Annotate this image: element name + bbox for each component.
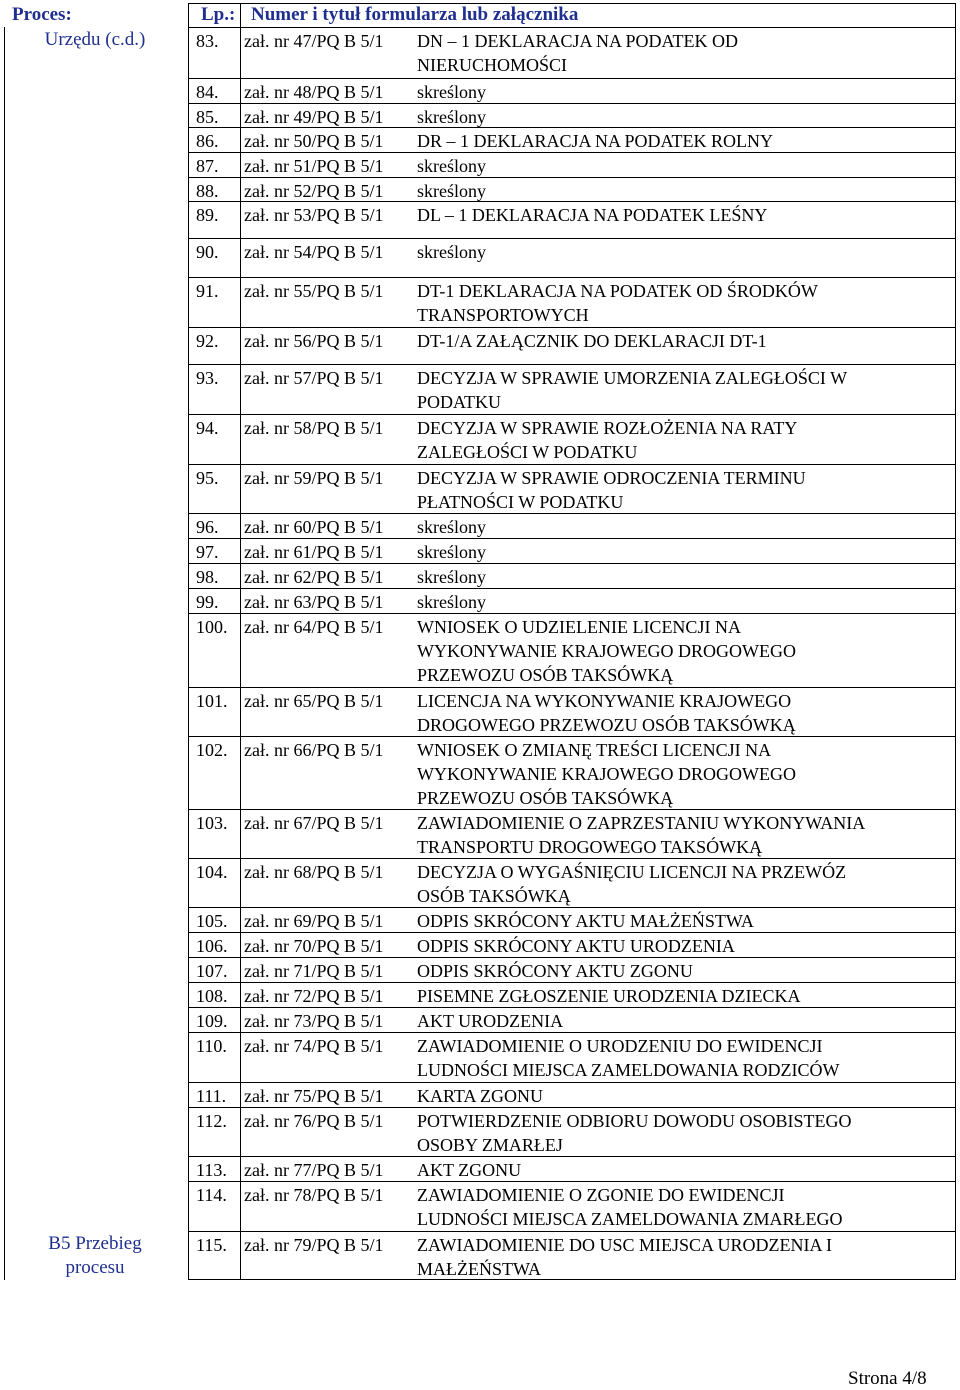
- header-lp: Lp.:: [201, 4, 236, 25]
- attachment-number: zał. nr 71/PQ B 5/1: [244, 961, 384, 981]
- attachment-title-line: DECYZJA W SPRAWIE ODROCZENIA TERMINU: [417, 468, 806, 488]
- row-number: 101.: [196, 691, 228, 711]
- attachment-title-line: LICENCJA NA WYKONYWANIE KRAJOWEGO: [417, 691, 792, 711]
- attachment-title: [417, 811, 947, 859]
- row-divider: [188, 957, 956, 958]
- row-divider: [188, 809, 956, 810]
- attachment-title-line: ZALEGŁOŚCI W PODATKU: [417, 442, 638, 462]
- attachment-number: zał. nr 62/PQ B 5/1: [244, 567, 384, 587]
- attachment-number: zał. nr 77/PQ B 5/1: [244, 1160, 384, 1180]
- attachment-title-line: KARTA ZGONU: [417, 1086, 543, 1106]
- row-divider: [188, 613, 956, 614]
- attachment-title: [417, 105, 947, 129]
- attachment-number: zał. nr 50/PQ B 5/1: [244, 131, 384, 151]
- attachment-number: zał. nr 75/PQ B 5/1: [244, 1086, 384, 1106]
- attachment-title-line: DECYZJA W SPRAWIE ROZŁOŻENIA NA RATY: [417, 418, 798, 438]
- attachment-title: [417, 689, 947, 737]
- row-divider: [188, 907, 956, 908]
- attachment-title-line: OSÓB TAKSÓWKĄ: [417, 886, 571, 906]
- row-divider: [188, 563, 956, 564]
- attachment-title-line: skreślony: [417, 156, 486, 176]
- attachment-title-line: TRANSPORTOWYCH: [417, 305, 589, 325]
- attachment-number: zał. nr 57/PQ B 5/1: [244, 368, 384, 388]
- row-number: 109.: [196, 1011, 228, 1031]
- row-number: 86.: [196, 131, 219, 151]
- attachment-number: zał. nr 78/PQ B 5/1: [244, 1185, 384, 1205]
- attachment-title: [417, 515, 947, 539]
- attachment-title: [417, 909, 947, 933]
- attachment-title: [417, 1158, 947, 1182]
- attachment-title-line: DN – 1 DEKLARACJA NA PODATEK OD: [417, 31, 739, 51]
- attachment-number: zał. nr 60/PQ B 5/1: [244, 517, 384, 537]
- attachment-title-line: WYKONYWANIE KRAJOWEGO DROGOWEGO: [417, 764, 796, 784]
- row-number: 104.: [196, 862, 228, 882]
- attachment-title: [417, 860, 947, 908]
- attachment-title-line: AKT ZGONU: [417, 1160, 522, 1180]
- attachment-title-line: NIERUCHOMOŚCI: [417, 55, 568, 75]
- row-divider: [188, 327, 956, 328]
- attachment-title-line: DR – 1 DEKLARACJA NA PODATEK ROLNY: [417, 131, 774, 151]
- attachment-title: [417, 129, 947, 153]
- row-divider: [188, 152, 956, 153]
- attachment-number: zał. nr 65/PQ B 5/1: [244, 691, 384, 711]
- attachment-title: [417, 203, 947, 227]
- row-divider: [188, 78, 956, 79]
- row-number: 97.: [196, 542, 219, 562]
- attachment-title-line: ZAWIADOMIENIE O ZGONIE DO EWIDENCJI: [417, 1185, 785, 1205]
- row-number: 111.: [196, 1086, 227, 1106]
- attachment-title-line: skreślony: [417, 542, 486, 562]
- attachment-title-line: PŁATNOŚCI W PODATKU: [417, 492, 624, 512]
- row-number: 103.: [196, 813, 228, 833]
- attachment-number: zał. nr 54/PQ B 5/1: [244, 242, 384, 262]
- attachment-title-line: ZAWIADOMIENIE O ZAPRZESTANIU WYKONYWANIA: [417, 813, 866, 833]
- row-number: 105.: [196, 911, 228, 931]
- attachment-title-line: WNIOSEK O UDZIELENIE LICENCJI NA: [417, 617, 741, 637]
- left-column-top-text: Urzędu (c.d.): [44, 29, 146, 50]
- attachment-number: zał. nr 72/PQ B 5/1: [244, 986, 384, 1006]
- row-number: 89.: [196, 205, 219, 225]
- attachment-title: [417, 466, 947, 514]
- row-number: 92.: [196, 331, 219, 351]
- row-divider: [188, 1107, 956, 1108]
- header-proces: Proces:: [12, 4, 72, 25]
- row-divider: [188, 736, 956, 737]
- row-divider: [188, 464, 956, 465]
- attachment-title: [417, 738, 947, 810]
- row-number: 95.: [196, 468, 219, 488]
- attachment-title-line: skreślony: [417, 181, 486, 201]
- attachment-number: zał. nr 63/PQ B 5/1: [244, 592, 384, 612]
- row-divider: [188, 277, 956, 278]
- row-divider: [188, 177, 956, 178]
- attachment-number: zał. nr 49/PQ B 5/1: [244, 107, 384, 127]
- attachment-number: zał. nr 79/PQ B 5/1: [244, 1235, 384, 1255]
- row-divider: [188, 687, 956, 688]
- row-divider: [188, 1007, 956, 1008]
- row-number: 108.: [196, 986, 228, 1006]
- row-divider: [188, 103, 956, 104]
- row-divider: [188, 238, 956, 239]
- attachment-number: zał. nr 74/PQ B 5/1: [244, 1036, 384, 1056]
- attachment-number: zał. nr 48/PQ B 5/1: [244, 82, 384, 102]
- attachment-title-line: PRZEWOZU OSÓB TAKSÓWKĄ: [417, 788, 674, 808]
- attachment-title-line: ODPIS SKRÓCONY AKTU MAŁŻEŃSTWA: [417, 911, 754, 931]
- attachment-title: [417, 1233, 947, 1281]
- attachment-title-line: PISEMNE ZGŁOSZENIE URODZENIA DZIECKA: [417, 986, 801, 1006]
- attachment-title-line: DECYZJA W SPRAWIE UMORZENIA ZALEGŁOŚCI W: [417, 368, 848, 388]
- row-number: 98.: [196, 567, 219, 587]
- attachment-title-line: DECYZJA O WYGAŚNIĘCIU LICENCJI NA PRZEWÓZ: [417, 862, 847, 882]
- row-divider: [188, 414, 956, 415]
- attachment-number: zał. nr 59/PQ B 5/1: [244, 468, 384, 488]
- row-number: 113.: [196, 1160, 227, 1180]
- row-divider: [188, 538, 956, 539]
- attachment-number: zał. nr 58/PQ B 5/1: [244, 418, 384, 438]
- row-number: 87.: [196, 156, 219, 176]
- attachment-title-line: skreślony: [417, 107, 486, 127]
- row-divider: [188, 1181, 956, 1182]
- attachment-title-line: ODPIS SKRÓCONY AKTU ZGONU: [417, 961, 693, 981]
- attachment-title-line: OSOBY ZMARŁEJ: [417, 1135, 563, 1155]
- row-number: 112.: [196, 1111, 227, 1131]
- attachment-title-line: POTWIERDZENIE ODBIORU DOWODU OSOBISTEGO: [417, 1111, 852, 1131]
- row-divider: [188, 1082, 956, 1083]
- row-divider: [188, 932, 956, 933]
- attachment-title-line: WNIOSEK O ZMIANĘ TREŚCI LICENCJI NA: [417, 740, 772, 760]
- header-divider: [188, 27, 956, 28]
- attachment-number: zał. nr 68/PQ B 5/1: [244, 862, 384, 882]
- row-number: 94.: [196, 418, 219, 438]
- left-column-bottom-text: [5, 1232, 185, 1280]
- attachment-title: [417, 179, 947, 203]
- attachment-title: [417, 540, 947, 564]
- attachment-title: [417, 1084, 947, 1108]
- row-number: 88.: [196, 181, 219, 201]
- attachment-title: [417, 29, 947, 77]
- attachment-title-line: WYKONYWANIE KRAJOWEGO DROGOWEGO: [417, 641, 796, 661]
- attachment-number: zał. nr 56/PQ B 5/1: [244, 331, 384, 351]
- page-number: Strona 4/8: [848, 1368, 927, 1389]
- attachment-number: zał. nr 61/PQ B 5/1: [244, 542, 384, 562]
- attachment-title-line: skreślony: [417, 567, 486, 587]
- row-number: 114.: [196, 1185, 227, 1205]
- row-number: 100.: [196, 617, 228, 637]
- row-number: 107.: [196, 961, 228, 981]
- attachment-title: [417, 154, 947, 178]
- attachment-title-line: LUDNOŚCI MIEJSCA ZAMELDOWANIA ZMARŁEGO: [417, 1209, 843, 1229]
- row-divider: [188, 364, 956, 365]
- attachment-title: [417, 80, 947, 104]
- attachment-title-line: DL – 1 DEKLARACJA NA PODATEK LEŚNY: [417, 205, 768, 225]
- left-bottom-line1: B5 Przebieg: [48, 1233, 142, 1254]
- row-number: 106.: [196, 936, 228, 956]
- row-number: 84.: [196, 82, 219, 102]
- row-divider: [188, 513, 956, 514]
- row-number: 102.: [196, 740, 228, 760]
- attachment-title-line: MAŁŻEŃSTWA: [417, 1259, 541, 1279]
- attachment-number: zał. nr 76/PQ B 5/1: [244, 1111, 384, 1131]
- attachment-number: zał. nr 51/PQ B 5/1: [244, 156, 384, 176]
- attachment-number: zał. nr 64/PQ B 5/1: [244, 617, 384, 637]
- attachment-number: zał. nr 73/PQ B 5/1: [244, 1011, 384, 1031]
- attachment-number: zał. nr 47/PQ B 5/1: [244, 31, 384, 51]
- attachment-title-line: PRZEWOZU OSÓB TAKSÓWKĄ: [417, 665, 674, 685]
- attachment-title: [417, 1034, 947, 1082]
- row-number: 91.: [196, 281, 219, 301]
- row-divider: [188, 127, 956, 128]
- attachment-title: [417, 279, 947, 327]
- column-divider: [240, 3, 241, 1280]
- attachment-title-line: PODATKU: [417, 392, 502, 412]
- attachment-title: [417, 366, 947, 414]
- row-number: 96.: [196, 517, 219, 537]
- attachment-title-line: skreślony: [417, 82, 486, 102]
- attachment-title-line: skreślony: [417, 517, 486, 537]
- attachment-number: zał. nr 70/PQ B 5/1: [244, 936, 384, 956]
- attachment-title: [417, 590, 947, 614]
- row-divider: [188, 1032, 956, 1033]
- attachment-title-line: ZAWIADOMIENIE DO USC MIEJSCA URODZENIA I: [417, 1235, 833, 1255]
- attachment-title-line: DT-1/A ZAŁĄCZNIK DO DEKLARACJI DT-1: [417, 331, 767, 351]
- attachment-title: [417, 565, 947, 589]
- row-number: 90.: [196, 242, 219, 262]
- attachment-number: zał. nr 52/PQ B 5/1: [244, 181, 384, 201]
- row-divider: [188, 1156, 956, 1157]
- attachment-title-line: DROGOWEGO PRZEWOZU OSÓB TAKSÓWKĄ: [417, 715, 796, 735]
- attachment-title: [417, 934, 947, 958]
- attachment-title-line: LUDNOŚCI MIEJSCA ZAMELDOWANIA RODZICÓW: [417, 1060, 840, 1080]
- row-divider: [188, 201, 956, 202]
- attachment-title-line: ZAWIADOMIENIE O URODZENIU DO EWIDENCJI: [417, 1036, 823, 1056]
- row-divider: [188, 1231, 956, 1232]
- attachment-title-line: ODPIS SKRÓCONY AKTU URODZENIA: [417, 936, 735, 956]
- attachment-number: zał. nr 53/PQ B 5/1: [244, 205, 384, 225]
- left-column: [4, 27, 185, 1280]
- attachment-number: zał. nr 67/PQ B 5/1: [244, 813, 384, 833]
- row-number: 99.: [196, 592, 219, 612]
- attachment-number: zał. nr 69/PQ B 5/1: [244, 911, 384, 931]
- attachment-title: [417, 1183, 947, 1231]
- attachment-title: [417, 959, 947, 983]
- row-number: 93.: [196, 368, 219, 388]
- attachment-title: [417, 240, 947, 264]
- attachment-number: zał. nr 55/PQ B 5/1: [244, 281, 384, 301]
- attachment-title-line: skreślony: [417, 592, 486, 612]
- attachment-title-line: skreślony: [417, 242, 486, 262]
- row-divider: [188, 982, 956, 983]
- attachment-title: [417, 615, 947, 687]
- attachment-number: zał. nr 66/PQ B 5/1: [244, 740, 384, 760]
- row-divider: [188, 858, 956, 859]
- attachment-title-line: AKT URODZENIA: [417, 1011, 564, 1031]
- attachment-title-line: DT-1 DEKLARACJA NA PODATEK OD ŚRODKÓW: [417, 281, 818, 301]
- header-title: Numer i tytuł formularza lub załącznika: [251, 4, 579, 25]
- attachment-title: [417, 984, 947, 1008]
- row-number: 83.: [196, 31, 219, 51]
- attachment-title: [417, 416, 947, 464]
- row-number: 85.: [196, 107, 219, 127]
- row-number: 110.: [196, 1036, 227, 1056]
- attachment-title: [417, 329, 947, 353]
- attachment-title: [417, 1109, 947, 1157]
- row-divider: [188, 588, 956, 589]
- row-number: 115.: [196, 1235, 227, 1255]
- attachment-title-line: TRANSPORTU DROGOWEGO TAKSÓWKĄ: [417, 837, 763, 857]
- left-bottom-line2: procesu: [65, 1257, 125, 1278]
- attachment-title: [417, 1009, 947, 1033]
